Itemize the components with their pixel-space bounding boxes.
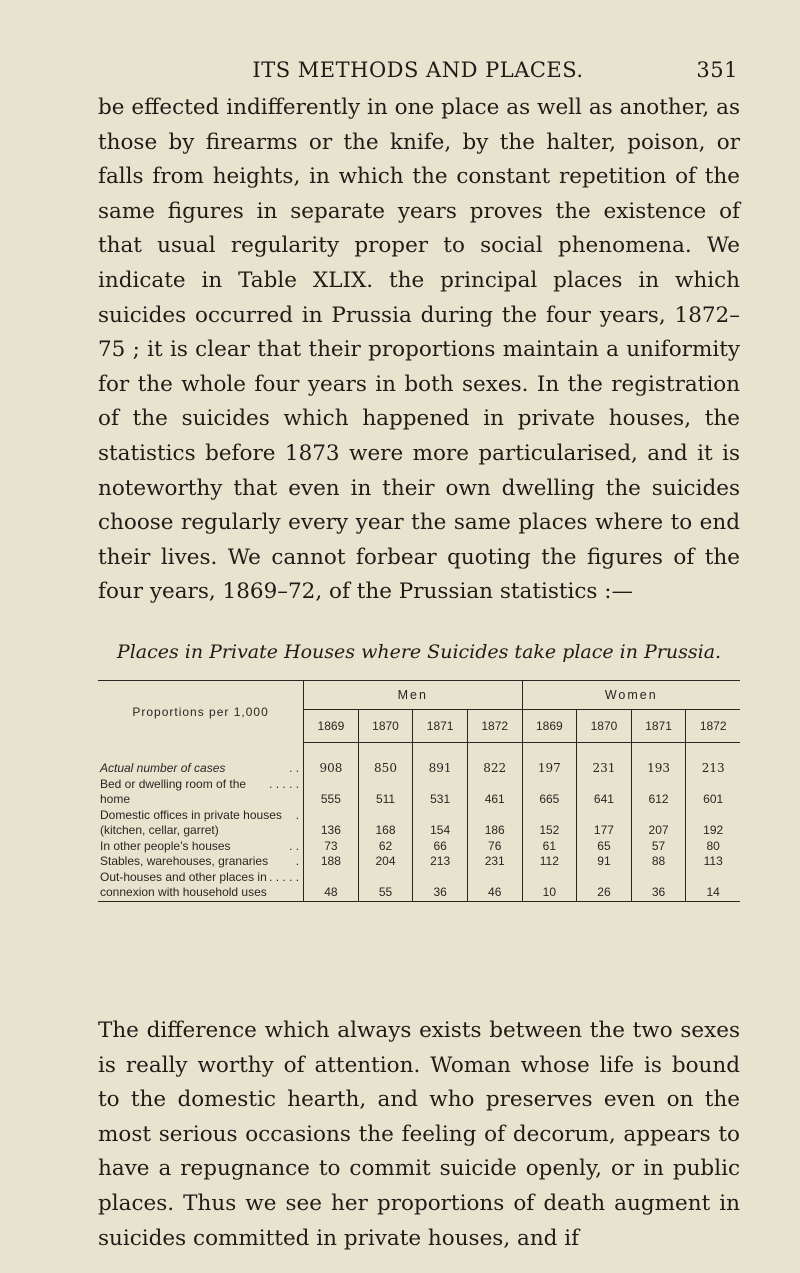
- row-label: [98, 777, 304, 808]
- year-header: 1869: [522, 710, 577, 743]
- row-label: [98, 839, 304, 855]
- cell-value: 46: [467, 870, 522, 902]
- cell-value: 665: [522, 777, 577, 808]
- cell-value: 197: [522, 743, 577, 777]
- table-row: [98, 870, 740, 902]
- cell-value: 822: [467, 743, 522, 777]
- page-number: 351: [696, 58, 738, 82]
- cell-value: 26: [577, 870, 632, 902]
- cell-value: 55: [358, 870, 413, 902]
- leader-dots: . . . . .: [269, 869, 300, 884]
- row-label: [98, 743, 304, 777]
- cell-value: 57: [631, 839, 686, 855]
- cell-value: 66: [413, 839, 468, 855]
- data-table: [98, 680, 740, 902]
- year-header: 1870: [577, 710, 632, 743]
- row-label-text: Domestic offices in private houses (kitchen, cellar, garret): [100, 807, 282, 837]
- table-caption: Places in Private Houses where Suicides take place in Prussia.: [116, 641, 722, 663]
- cell-value: 204: [358, 854, 413, 870]
- cell-value: 113: [703, 854, 723, 868]
- cell-value: 73: [304, 839, 359, 855]
- leader-dots: .: [295, 854, 300, 868]
- cell-value: 511: [358, 777, 413, 808]
- cell-value: 62: [358, 839, 413, 855]
- row-label-text: Out-houses and other places in connexion with household uses: [100, 869, 267, 899]
- cell-value: 231: [467, 854, 522, 870]
- cell-value: 192: [703, 823, 724, 837]
- cell-value: 850: [358, 743, 413, 777]
- cell-value: 555: [304, 777, 359, 808]
- cell-value: 461: [467, 777, 522, 808]
- row-label: [98, 808, 304, 839]
- row-label: [98, 870, 304, 902]
- cell-value: 10: [522, 870, 577, 902]
- cell-value: 88: [631, 854, 686, 870]
- cell-value: 891: [413, 743, 468, 777]
- leader-dots: . .: [289, 838, 300, 853]
- cell-value: 154: [413, 808, 468, 839]
- row-label-text: Stables, warehouses, granaries: [100, 854, 269, 868]
- cell-value: 65: [577, 839, 632, 855]
- group-header-men: Men: [304, 681, 522, 710]
- leader-dots: .: [295, 807, 300, 822]
- row-label: [98, 854, 304, 870]
- cell-value: 168: [358, 808, 413, 839]
- cell-value: 36: [631, 870, 686, 902]
- table-row: [98, 854, 740, 870]
- year-header: 1872: [686, 710, 740, 743]
- cell-value: 641: [577, 777, 632, 808]
- year-header: 1871: [413, 710, 468, 743]
- cell-value: 152: [522, 808, 577, 839]
- row-label-text: Actual number of cases: [100, 761, 226, 775]
- suicide-places-table: [98, 680, 740, 902]
- cell-value: 213: [413, 854, 468, 870]
- group-header-women: Women: [522, 681, 740, 710]
- cell-value: 612: [631, 777, 686, 808]
- cell-value: 76: [467, 839, 522, 855]
- cell-value: 91: [577, 854, 632, 870]
- year-header: 1869: [304, 710, 359, 743]
- table-row: [98, 839, 740, 855]
- body-paragraph-1: be effected indifferently in one place as well as another, as those by firearms or the knife, by the halter, poison, or falls from heights, in which the constant repetition of the same figures in separate years proves the existence of that usual regularity proper to social phenomena. We indicate in Table XLIX. the principal places in which suicides occurred in Prussia during the four years, 1872–75 ; it is clear that their proportions maintain a uniformity for the whole four years in both sexes. In the registration of the suicides which happened in private houses, the statistics before 1873 were more particularised, and it is noteworthy that even in their own dwelling the suicides choose regularly every year the same places where to end their lives. We cannot forbear quoting the figures of the four years, 1869–72, of the Prussian statistics :—: [98, 95, 740, 605]
- leader-dots: . . . . .: [269, 776, 300, 791]
- running-title: ITS METHODS AND PLACES.: [252, 58, 584, 82]
- cell-value: 136: [304, 808, 359, 839]
- cell-value: 188: [304, 854, 359, 870]
- leader-dots: . .: [289, 761, 300, 775]
- body-paragraph-2: The difference which always exists between the two sexes is really worthy of attention. Woman whose life is bound to the domestic hearth, and who preserves even on the most serious occasions the feeling of decorum, appears to have a repugnance to commit suicide openly, or in public places. Thus we see her proportions of death augment in suicides committed in private houses, and if: [98, 1018, 740, 1251]
- cell-value: 80: [706, 838, 720, 853]
- cell-value: 193: [631, 743, 686, 777]
- year-header: 1870: [358, 710, 413, 743]
- year-header: 1871: [631, 710, 686, 743]
- cell-value: 177: [577, 808, 632, 839]
- table-body: [98, 743, 740, 902]
- cell-value: 186: [467, 808, 522, 839]
- stub-header: Proportions per 1,000: [98, 681, 304, 743]
- cell-value: 908: [304, 743, 359, 777]
- cell-value: 531: [413, 777, 468, 808]
- table-row: [98, 777, 740, 808]
- cell-value: 36: [413, 870, 468, 902]
- row-label-text: Bed or dwelling room of the home: [100, 776, 247, 806]
- cell-value: 601: [703, 792, 724, 806]
- cell-value: 61: [522, 839, 577, 855]
- cell-value: 48: [304, 870, 359, 902]
- row-label-text: In other people’s houses: [100, 838, 231, 853]
- table-row: [98, 743, 740, 777]
- cell-value: 207: [631, 808, 686, 839]
- table-row: [98, 808, 740, 839]
- year-header: 1872: [467, 710, 522, 743]
- cell-value: 112: [522, 854, 577, 870]
- cell-value: 213: [701, 761, 725, 775]
- cell-value: 14: [686, 870, 740, 902]
- cell-value: 231: [577, 743, 632, 777]
